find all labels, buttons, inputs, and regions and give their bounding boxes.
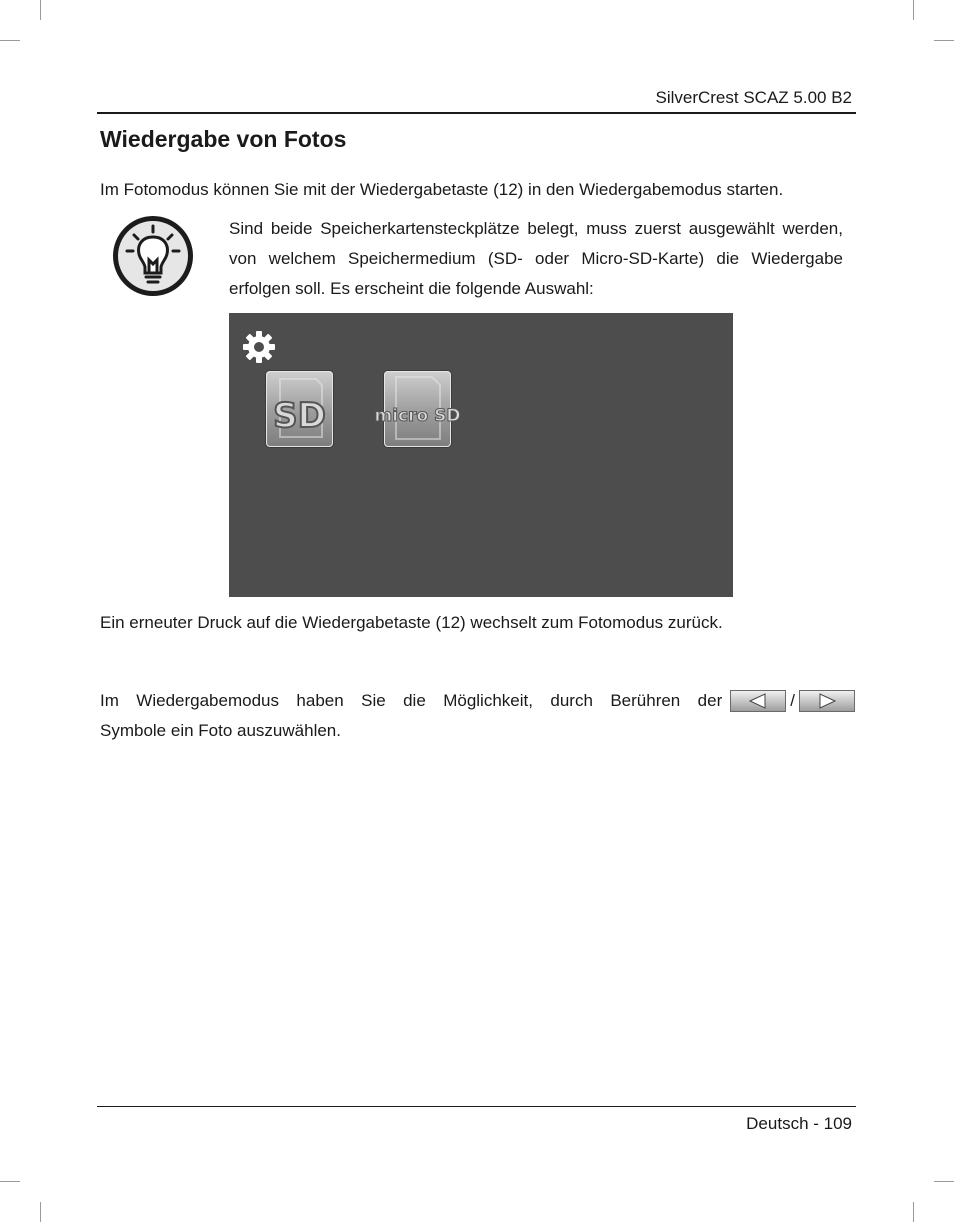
navigation-text-end: Symbole ein Foto auszuwählen.: [100, 721, 341, 740]
crop-mark: [0, 40, 20, 41]
footer-rule: [97, 1106, 856, 1107]
header-product: SilverCrest SCAZ 5.00 B2: [655, 88, 852, 107]
arrow-left-icon: [730, 690, 786, 712]
sd-card-icon: [266, 371, 333, 447]
microsd-label: micro SD: [374, 406, 461, 426]
crop-mark: [934, 40, 954, 41]
crop-mark: [934, 1181, 954, 1182]
return-paragraph: Ein erneuter Druck auf die Wiedergabetaste (12) wechselt zum Fotomodus zurück.: [100, 613, 723, 632]
section-title: Wiedergabe von Fotos: [100, 126, 347, 152]
storage-selection-screen: [229, 313, 733, 597]
lightbulb-icon: [110, 213, 196, 299]
footer-page-label: Deutsch - 109: [746, 1114, 852, 1133]
sd-label: SD: [273, 396, 326, 436]
navigation-paragraph: [100, 686, 855, 746]
prev-button[interactable]: [730, 690, 786, 712]
sd-card-option[interactable]: [266, 371, 333, 447]
crop-mark: [40, 0, 41, 20]
gear-icon[interactable]: [241, 329, 277, 365]
crop-mark: [913, 1202, 914, 1222]
arrow-right-icon: [799, 690, 855, 712]
crop-mark: [0, 1181, 20, 1182]
navigation-text-start: Im Wiedergabemodus haben Sie die Möglichkeit, durch Berühren der: [100, 691, 723, 710]
crop-mark: [913, 0, 914, 20]
next-button[interactable]: [799, 690, 855, 712]
microsd-card-icon: [374, 371, 461, 447]
tip-paragraph: Sind beide Speicherkartensteckplätze belegt, muss zuerst ausgewählt werden, von welchem Speichermedium (SD- oder Micro-SD-Karte) die Wiedergabe erfolgen soll. Es erscheint die folgende Auswahl:: [229, 219, 843, 298]
crop-mark: [40, 1202, 41, 1222]
navigation-separator: /: [790, 691, 795, 710]
header-rule: [97, 112, 856, 114]
intro-paragraph: Im Fotomodus können Sie mit der Wiedergabetaste (12) in den Wiedergabemodus starten.: [100, 180, 784, 199]
microsd-card-option[interactable]: [374, 371, 461, 447]
